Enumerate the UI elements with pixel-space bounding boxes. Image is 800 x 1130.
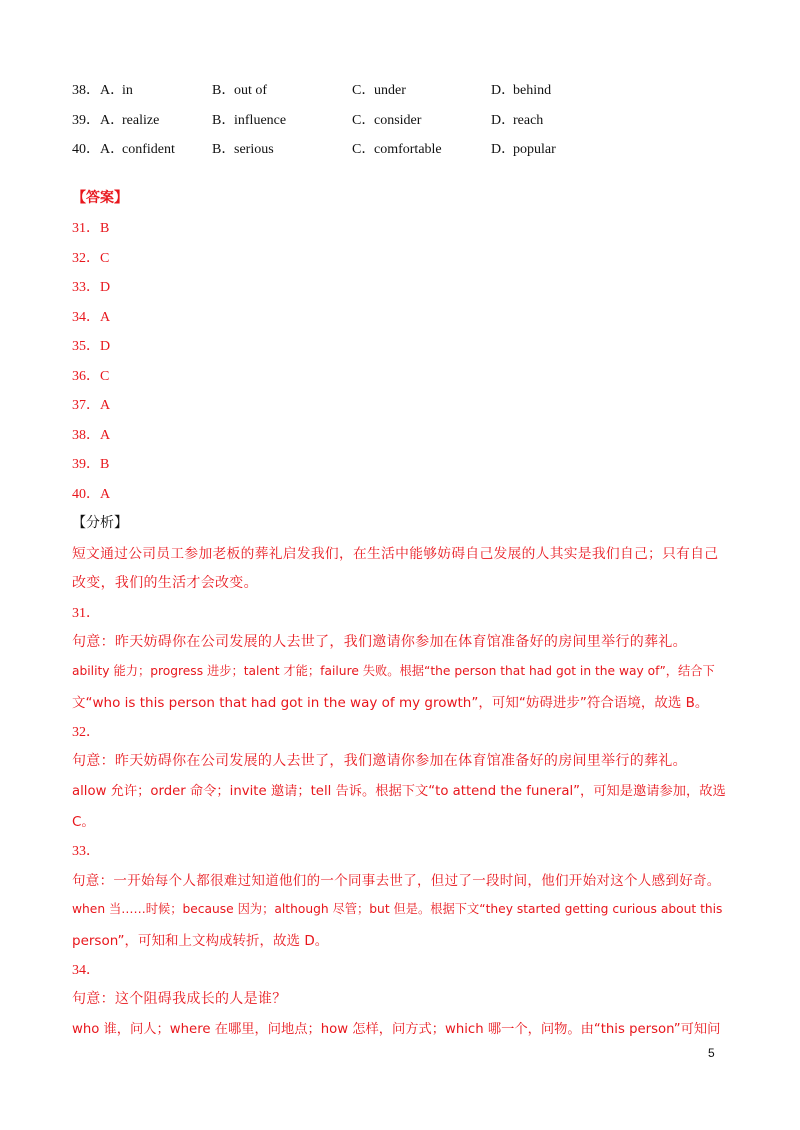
sentence-meaning: 句意：这个阻碍我成长的人是谁？ (72, 991, 287, 1007)
option-c: C．consider (352, 113, 422, 128)
sentence-meaning: 句意：昨天妨碍你在公司发展的人去世了，我们邀请你参加在体育馆准备好的房间里举行的葬礼。 (72, 634, 687, 650)
option-b: B．out of (212, 83, 268, 98)
question-number: 39． (72, 113, 100, 128)
summary-line: 短文通过公司员工参加老板的葬礼启发我们，在生活中能够妨碍自己发展的人其实是我们自己；只有自己 (72, 546, 719, 562)
sentence-meaning: 句意：一开始每个人都很难过知道他们的一个同事去世了，但过了一段时间，他们开始对这个人感到好奇。 (72, 873, 721, 889)
explanation-line: 文“who is this person that had got in the way of my growth”，可知“妨碍进步”符合语境，故选 B。 (72, 695, 709, 711)
summary-line: 改变，我们的生活才会改变。 (72, 575, 258, 591)
answer-item: 36．C (72, 369, 110, 384)
explanation-line: person”，可知和上文构成转折，故选 D。 (72, 933, 329, 949)
answer-item: 39．B (72, 457, 110, 472)
question-number: 34． (72, 963, 100, 978)
option-a: A．in (100, 83, 133, 98)
option-a: A．realize (100, 113, 160, 128)
answer-item: 37．A (72, 398, 111, 413)
answer-item: 35．D (72, 339, 111, 354)
option-b: B．serious (212, 142, 274, 157)
option-a: A．confident (100, 142, 175, 157)
option-d: D．reach (491, 113, 544, 128)
question-number: 40． (72, 142, 100, 157)
answer-item: 33．D (72, 280, 111, 295)
answer-item: 38．A (72, 428, 111, 443)
question-number: 33． (72, 844, 100, 859)
explanation-line: ability 能力；progress 进步；talent 才能；failure 失败。根据“the person that had got in the way of”，结合下 (72, 664, 715, 678)
answer-item: 34．A (72, 310, 111, 325)
answer-item: 40．A (72, 487, 111, 502)
explanation-line: C。 (72, 814, 95, 830)
answer-heading: 【答案】 (72, 190, 128, 206)
question-number: 32． (72, 725, 100, 740)
explanation-line: who 谁，问人；where 在哪里，问地点；how 怎样，问方式；which 哪一个，问物。由“this person”可知问 (72, 1022, 721, 1037)
explanation-line: allow 允许；order 命令；invite 邀请；tell 告诉。根据下文“to attend the funeral”，可知是邀请参加，故选 (72, 784, 726, 799)
option-b: B．influence (212, 113, 287, 128)
page-number: 5 (708, 1046, 715, 1060)
answer-item: 32．C (72, 251, 110, 266)
answer-item: 31．B (72, 221, 110, 236)
option-d: D．popular (491, 142, 556, 157)
question-number: 31． (72, 606, 100, 621)
sentence-meaning: 句意：昨天妨碍你在公司发展的人去世了，我们邀请你参加在体育馆准备好的房间里举行的葬礼。 (72, 753, 687, 769)
option-d: D．behind (491, 83, 552, 98)
question-number: 38． (72, 83, 100, 98)
explanation-line: when 当……时候；because 因为；although 尽管；but 但是。根据下文“they started getting curious about this (72, 902, 723, 916)
analysis-heading: 【分析】 (72, 515, 128, 531)
option-c: C．under (352, 83, 406, 98)
option-c: C．comfortable (352, 142, 442, 157)
